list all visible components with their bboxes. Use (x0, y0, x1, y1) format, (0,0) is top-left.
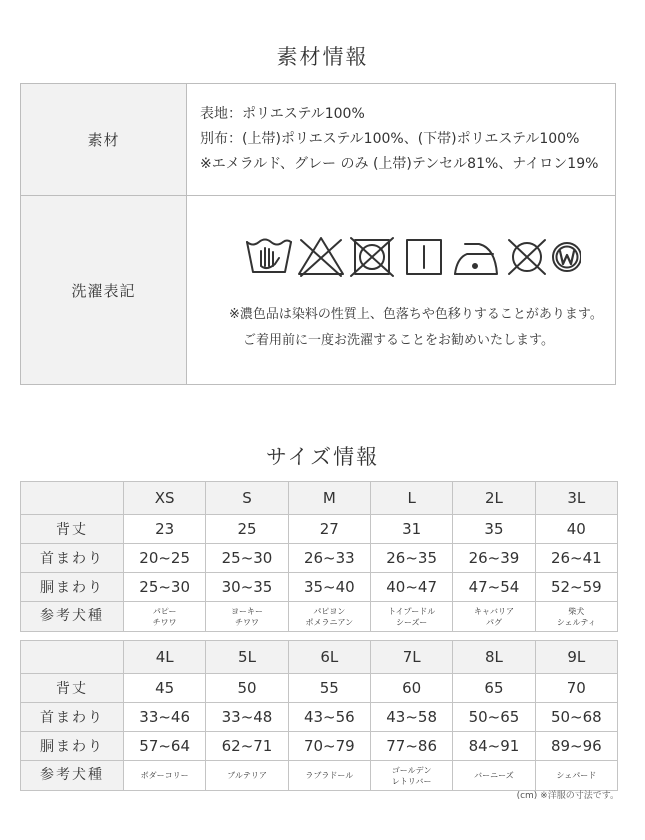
cell: 31 (370, 515, 452, 544)
unit-footnote: (cm) ※洋服の寸法です。 (516, 791, 619, 801)
breed-cell: ラブラドール (288, 761, 370, 791)
corner-cell (21, 641, 124, 674)
size-name: 3L (535, 482, 617, 515)
cell: 52~59 (535, 573, 617, 602)
table-row (21, 573, 618, 602)
size-name: 9L (535, 641, 617, 674)
cell: 70 (535, 674, 617, 703)
breed-cell: ブルテリア (206, 761, 288, 791)
breed-cell: シェパード (535, 761, 617, 791)
cell: 47~54 (453, 573, 535, 602)
size-name: L (370, 482, 452, 515)
breed-cell: キャバリア パグ (453, 602, 535, 632)
row-label: 参考犬種 (21, 761, 124, 791)
material-details (200, 102, 598, 177)
no-tumble-dry-icon (351, 238, 393, 276)
material-line: 別布：(上帯)ポリエステル100%、(下帯)ポリエステル100% (200, 131, 580, 147)
cell: 62~71 (206, 732, 288, 761)
cell: 50 (206, 674, 288, 703)
cell: 23 (124, 515, 206, 544)
hand-wash-icon (247, 240, 291, 273)
cell: 43~56 (288, 703, 370, 732)
line-dry-icon (407, 240, 441, 274)
cell: 33~46 (124, 703, 206, 732)
row-label: 首まわり (21, 703, 124, 732)
wet-clean-icon (553, 243, 581, 271)
breed-cell: パピー チワワ (124, 602, 206, 632)
cell: 60 (370, 674, 452, 703)
size-name: S (206, 482, 288, 515)
row-label: 首まわり (21, 544, 124, 573)
size-name: 8L (453, 641, 535, 674)
cell: 89~96 (535, 732, 617, 761)
care-icons (245, 234, 581, 278)
material-title: 素材情報 (276, 45, 369, 69)
row-label: 背丈 (21, 515, 124, 544)
care-note: ※濃色品は染料の性質上、色落ちや色移りすることがあります。 (229, 307, 603, 322)
cell: 33~48 (206, 703, 288, 732)
material-line: 表地：ポリエステル100% (200, 106, 365, 122)
cell: 40 (535, 515, 617, 544)
cell: 50~65 (453, 703, 535, 732)
breed-cell: 柴犬 シェルティ (535, 602, 617, 632)
low-iron-icon (455, 244, 497, 274)
cell: 45 (124, 674, 206, 703)
material-line: ※エメラルド、グレー のみ (上帯)テンセル81%、ナイロン19% (200, 156, 599, 172)
cell: 20~25 (124, 544, 206, 573)
breed-cell: ボダーコリー (124, 761, 206, 791)
cell: 40~47 (370, 573, 452, 602)
table-row (21, 674, 618, 703)
table-row (21, 732, 618, 761)
row-label: 胴まわり (21, 732, 124, 761)
breed-cell: バーニーズ (453, 761, 535, 791)
table-row (21, 515, 618, 544)
breed-cell: パピヨン ポメラニアン (288, 602, 370, 632)
cell: 26~39 (453, 544, 535, 573)
breed-cell: ゴールデン レトリバー (370, 761, 452, 791)
material-table (20, 83, 616, 385)
cell: 77~86 (370, 732, 452, 761)
breed-row (21, 761, 618, 791)
row-label: 参考犬種 (21, 602, 124, 632)
cell: 26~41 (535, 544, 617, 573)
care-notes (207, 302, 603, 354)
size-name: 2L (453, 482, 535, 515)
size-header-row (21, 641, 618, 674)
size-name: 5L (206, 641, 288, 674)
cell: 30~35 (206, 573, 288, 602)
cell: 65 (453, 674, 535, 703)
size-header-row (21, 482, 618, 515)
care-note: ご着用前に一度お洗濯することをお勧めいたします。 (243, 333, 554, 348)
cell: 70~79 (288, 732, 370, 761)
no-bleach-icon (299, 238, 343, 276)
row-label: 胴まわり (21, 573, 124, 602)
cell: 43~58 (370, 703, 452, 732)
size-title: サイズ情報 (265, 445, 380, 469)
cell: 50~68 (535, 703, 617, 732)
size-table (20, 640, 618, 791)
cell: 25 (206, 515, 288, 544)
corner-cell (21, 482, 124, 515)
care-row (21, 196, 615, 384)
cell: 25~30 (124, 573, 206, 602)
table-row (21, 544, 618, 573)
cell: 35~40 (288, 573, 370, 602)
cell: 26~35 (370, 544, 452, 573)
material-label: 素材 (21, 84, 187, 195)
size-name: 4L (124, 641, 206, 674)
breed-cell: ヨーキー チワワ (206, 602, 288, 632)
breed-row (21, 602, 618, 632)
cell: 35 (453, 515, 535, 544)
no-dry-clean-icon (509, 240, 545, 274)
row-label: 背丈 (21, 674, 124, 703)
cell: 57~64 (124, 732, 206, 761)
cell: 55 (288, 674, 370, 703)
cell: 25~30 (206, 544, 288, 573)
cell: 26~33 (288, 544, 370, 573)
material-row (21, 84, 615, 196)
cell: 27 (288, 515, 370, 544)
size-table (20, 481, 618, 632)
care-label: 洗濯表記 (21, 196, 187, 384)
size-name: M (288, 482, 370, 515)
size-name: 7L (370, 641, 452, 674)
table-row (21, 703, 618, 732)
size-name: XS (124, 482, 206, 515)
cell: 84~91 (453, 732, 535, 761)
breed-cell: トイプードル シーズー (370, 602, 452, 632)
size-name: 6L (288, 641, 370, 674)
